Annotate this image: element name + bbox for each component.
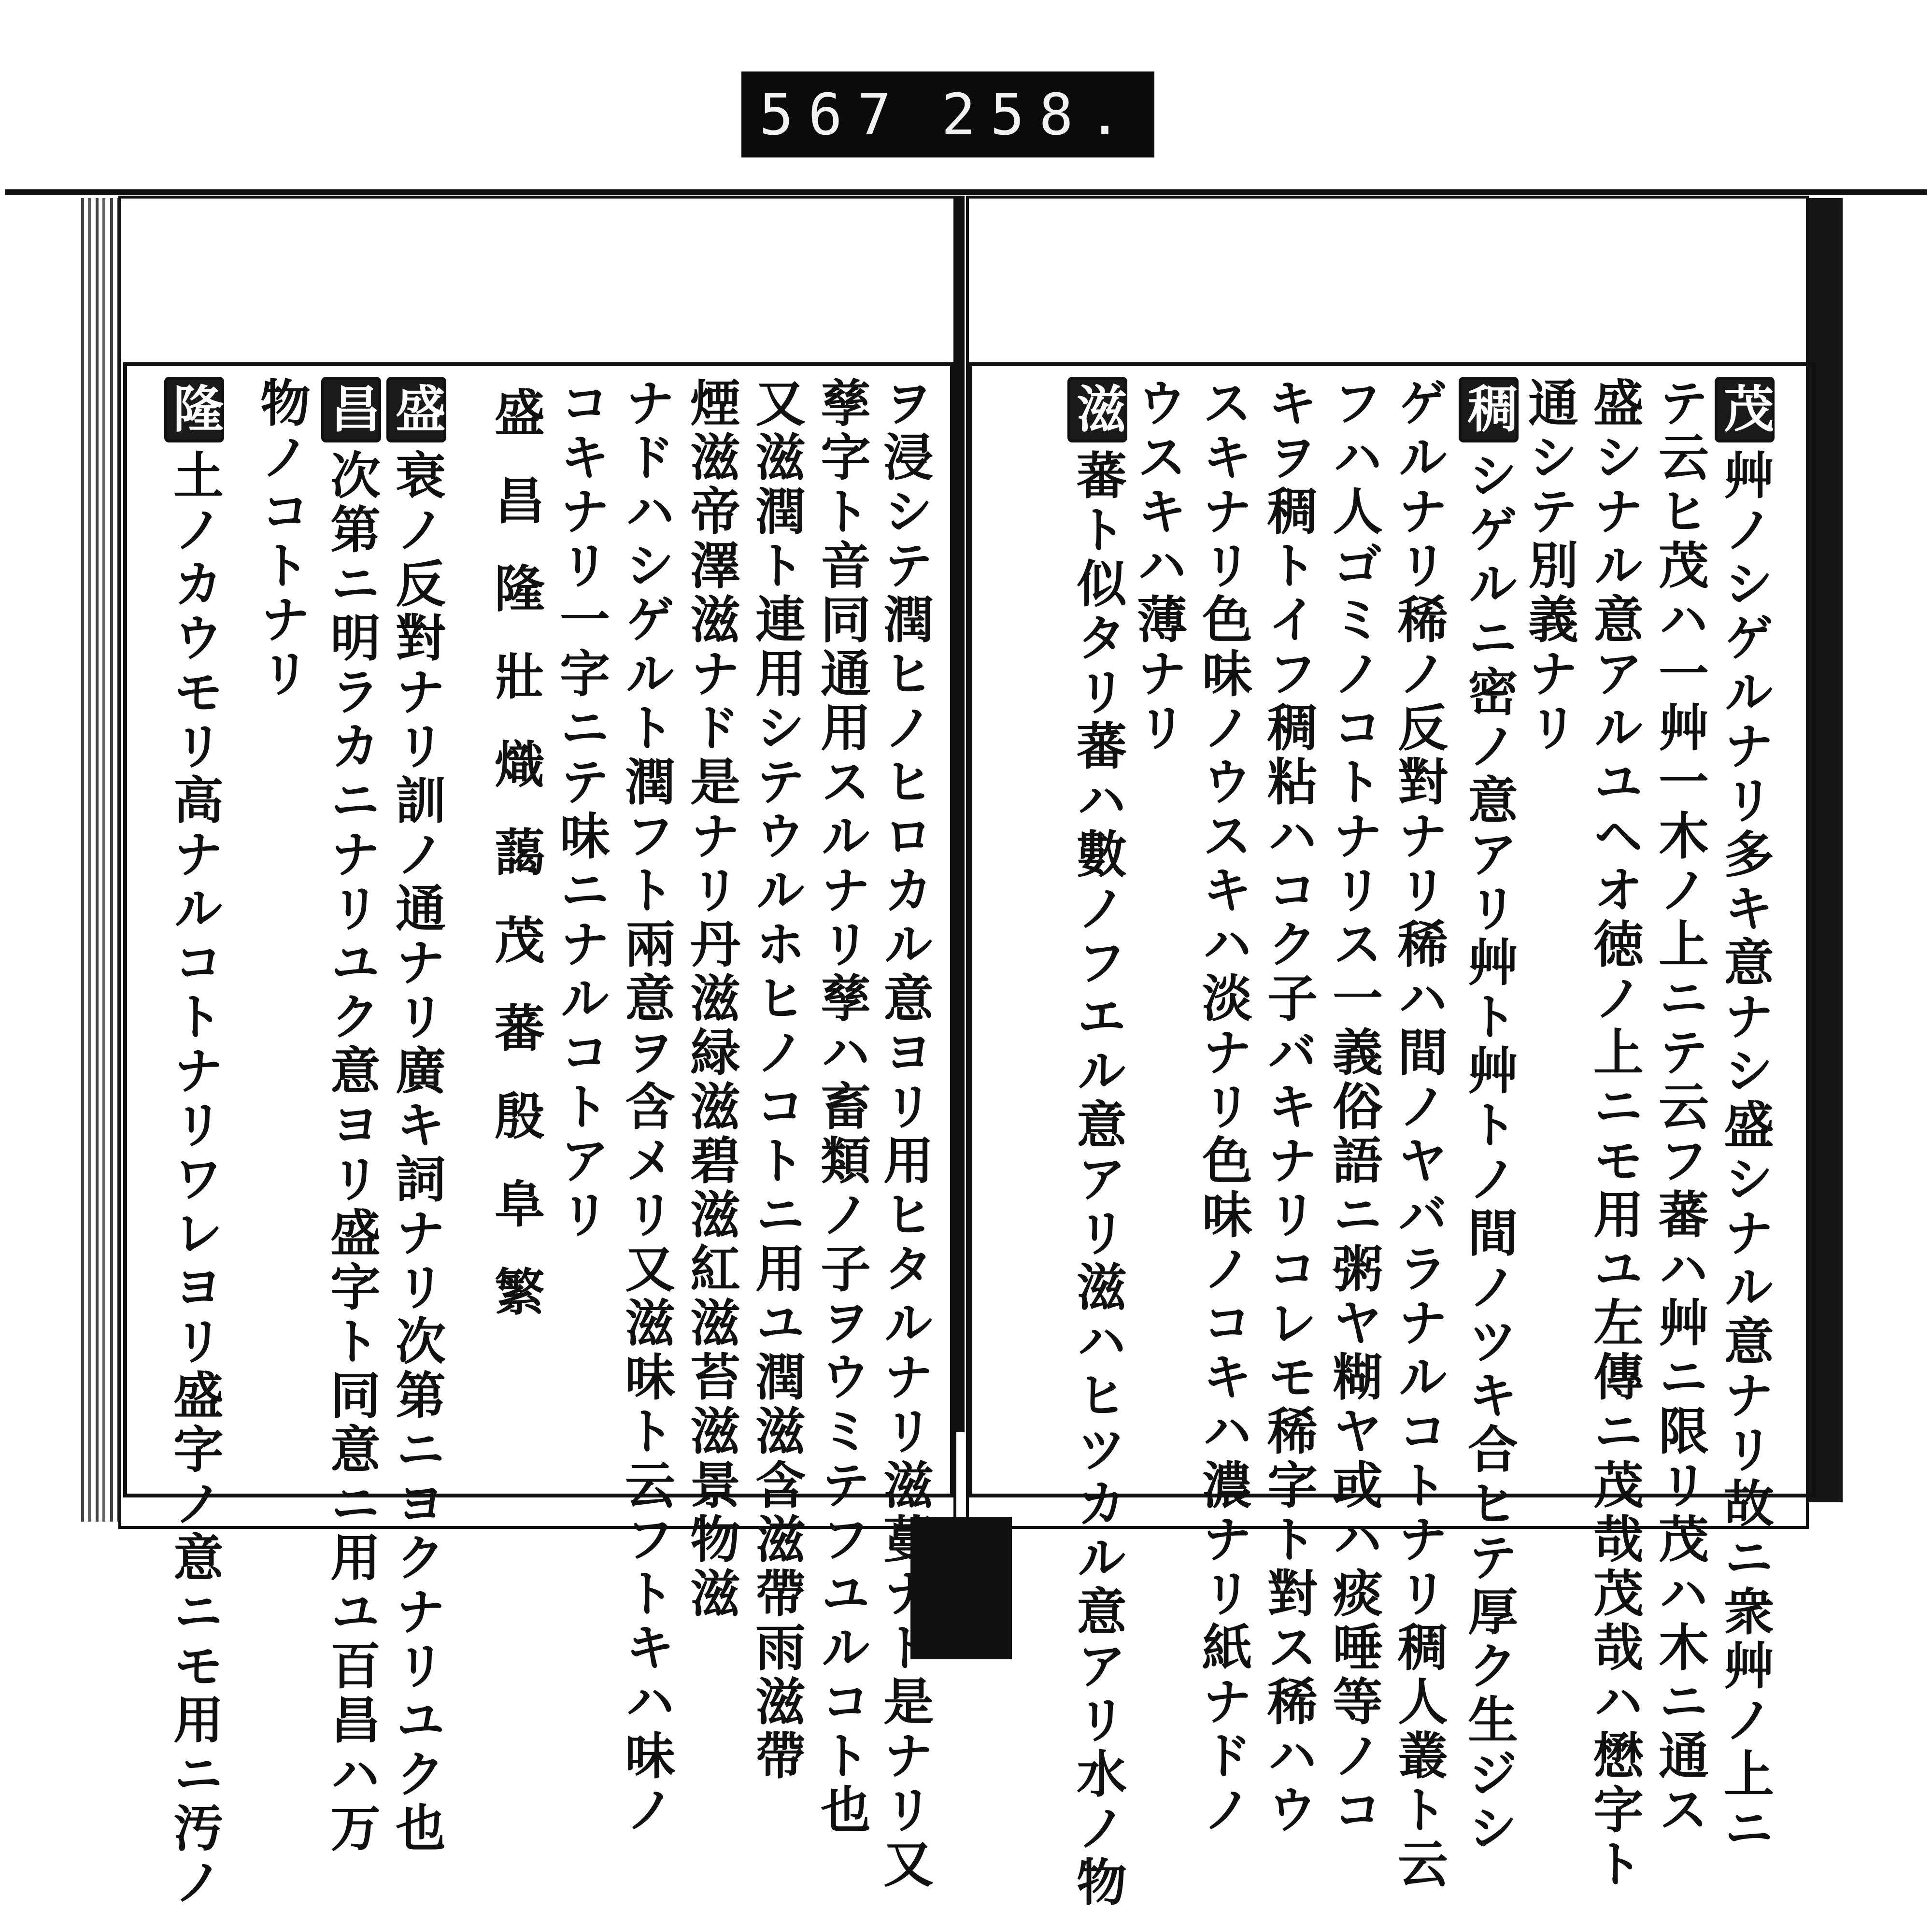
book-top-edge <box>5 189 1927 195</box>
column-text: コキナリ一字ニテ味ニナルコトアリ <box>551 377 611 1242</box>
text-column <box>1585 377 1644 1892</box>
entry-heading: 茂 <box>1715 377 1775 442</box>
text-column <box>1193 377 1253 1838</box>
column-text: キヲ稠トイフ稠粘ハコク子バキナリコレモ稀字ト對ス稀ハウ <box>1259 377 1318 1838</box>
text-column <box>386 377 446 1856</box>
text-column <box>1520 377 1579 1493</box>
column-text: ウスキハ薄ナリ <box>1128 377 1188 755</box>
text-column <box>164 377 224 1910</box>
text-column <box>1324 377 1383 1838</box>
column-text: 又滋潤ト連用シテウルホヒノコトニ用ユ潤滋含滋帶雨滋帶 <box>747 377 806 1783</box>
column-text: 盛昌隆壯熾藹茂蕃殷阜繁 <box>486 386 545 1354</box>
text-column <box>616 377 676 1838</box>
text-column <box>1128 377 1188 1493</box>
column-text: ヲ浸シテ潤ヒノヒロカル意ヨリ用ヒタルナリ滋蔓ナド是ナリ又 <box>875 377 934 1892</box>
column-text: 土ノカウモリ高ナルコトナリワレヨリ盛字ノ意ニモ用ニ汚ノ <box>165 449 224 1910</box>
text-column <box>1459 377 1519 1856</box>
entry-heading: 滋 <box>1067 377 1127 442</box>
column-text: 蕃ト似タリ蕃ハ數ノフエル意アリ滋ハヒツカル意アリ水ノ物 <box>1068 449 1127 1910</box>
text-column <box>551 377 611 1493</box>
column-text: 艸ノシゲルナリ多キ意ナシ盛シナル意ナリ故ニ衆艸ノ上ニ <box>1715 449 1775 1856</box>
column-text: スキナリ色味ノウスキハ淡ナリ色味ノコキハ濃ナリ紙ナドノ <box>1193 377 1253 1838</box>
text-column <box>1067 377 1127 1910</box>
text-column <box>1650 377 1709 1838</box>
text-column <box>1389 377 1449 1892</box>
archive-number-right: 258. <box>941 81 1137 148</box>
column-text: 物ノコトナリ <box>252 377 311 701</box>
text-column <box>812 377 871 1838</box>
book-gutter <box>954 196 965 1432</box>
synonym-list-column <box>486 386 545 1502</box>
column-text: 通シテ別義ナリ <box>1520 377 1579 755</box>
entry-heading: 隆 <box>164 377 224 442</box>
column-text: 衰ノ反對ナリ訓ノ通ナリ廣キ詞ナリ次第ニヨクナリユク也 <box>387 449 446 1856</box>
column-text: フハ人ゴミノコトナリス一義俗語ニ粥ヤ糊ヤ或ハ痰唾等ノコ <box>1324 377 1383 1838</box>
text-column <box>747 377 806 1783</box>
archive-number-left: 567 <box>759 81 906 148</box>
text-column <box>1259 377 1318 1838</box>
text-column <box>321 377 381 1856</box>
column-text: 煙滋帝澤滋ナド是ナリ丹滋緑滋碧滋紅滋苔滋景物滋 <box>682 377 741 1621</box>
column-text: 孳字ト音同通用スルナリ孳ハ畜類ノ子ヲウミテフユルコト也 <box>812 377 871 1838</box>
left-page-edge <box>81 198 120 1522</box>
entry-heading: 稠 <box>1459 377 1519 442</box>
text-column <box>1715 377 1775 1856</box>
text-column <box>875 377 934 1892</box>
text-column <box>682 377 741 1621</box>
column-text: ゲルナリ稀ノ反對ナリ稀ハ間ノヤバラナルコトナリ稠人叢ト云 <box>1389 377 1449 1892</box>
archive-number-plate <box>741 71 1154 157</box>
column-text: シゲルニ密ノ意アリ艸ト艸トノ間ノツキ合ヒテ厚ク生ジシ <box>1459 449 1519 1856</box>
column-text: 次第ニ明ラカニナリユク意ヨリ盛字ト同意ニ用ユ百昌ハ万 <box>322 449 381 1856</box>
column-text: テ云ヒ茂ハ一艸一木ノ上ニテ云フ蕃ハ艸ニ限リ茂ハ木ニ通ス <box>1650 377 1709 1838</box>
text-column <box>252 377 311 1493</box>
entry-heading: 昌 <box>321 377 381 442</box>
column-text: 盛シナル意アルユヘオ徳ノ上ニモ用ユ左傳ニ茂哉茂哉ハ懋字ト <box>1585 377 1644 1892</box>
column-text: ナドハシゲルト潤フト兩意ヲ含メリ又滋味ト云フトキハ味ノ <box>616 377 676 1838</box>
entry-heading: 盛 <box>386 377 446 442</box>
